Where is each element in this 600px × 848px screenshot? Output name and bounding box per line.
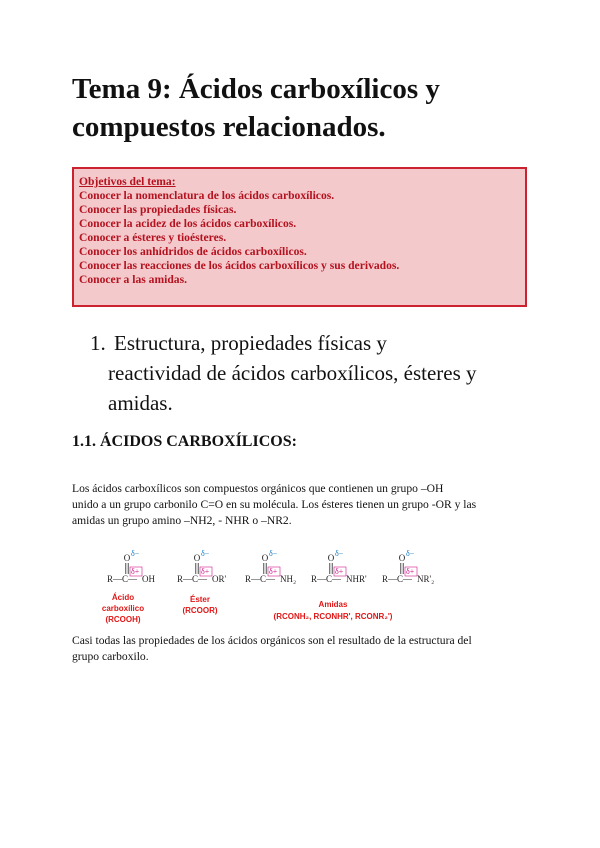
section-heading-line: amidas. — [108, 391, 173, 415]
carbonyl-structures-figure — [95, 550, 515, 634]
substituent-label: NR'₂ — [417, 574, 435, 584]
objective-item: Conocer a las amidas. — [79, 273, 187, 286]
subsection-heading: 1.1. ÁCIDOS CARBOXÍLICOS: — [72, 433, 297, 450]
paragraph-line: unido a un grupo carbonilo C=O en su molécula. Los ésteres tienen un grupo -OR y las — [72, 498, 477, 511]
substituent-label: NHR' — [346, 574, 367, 584]
oxygen-atom-label: O — [398, 553, 406, 563]
objective-item: Conocer las reacciones de los ácidos carboxílicos y sus derivados. — [79, 259, 400, 272]
objective-item: Conocer los anhídridos de ácidos carboxílicos. — [79, 245, 307, 258]
substituent-label: NH₂ — [280, 574, 297, 584]
chain-label: R—C— — [177, 574, 208, 584]
intro-paragraph — [72, 481, 532, 529]
section-number: 1. — [90, 331, 106, 355]
section-heading — [90, 328, 540, 418]
delta-positive-label: δ+ — [269, 567, 278, 576]
delta-positive-label: δ+ — [335, 567, 344, 576]
page-title-line-1: Tema 9: Ácidos carboxílicos y — [72, 73, 440, 105]
delta-negative-label: δ− — [335, 550, 344, 558]
caption-ester: Éster — [189, 595, 211, 604]
substituent-label: OH — [142, 574, 155, 584]
objective-item: Conocer la nomenclatura de los ácidos carboxílicos. — [79, 189, 335, 202]
chain-label: R—C— — [311, 574, 342, 584]
delta-negative-label: δ− — [131, 550, 140, 558]
paragraph-line: amidas un grupo amino –NH2, - NHR o –NR2. — [72, 514, 292, 527]
caption-amides-formula: (RCONH₂, RCONHR', RCONR₂') — [273, 612, 393, 621]
delta-positive-label: δ+ — [201, 567, 210, 576]
objectives-heading: Objetivos del tema: — [79, 175, 176, 188]
chain-label: R—C— — [107, 574, 138, 584]
objective-item: Conocer las propiedades físicas. — [79, 203, 237, 216]
section-heading-line: reactividad de ácidos carboxílicos, ésteres y — [108, 361, 477, 385]
caption-acid-line1: Ácido — [111, 593, 135, 602]
page-title — [72, 70, 542, 146]
delta-positive-label: δ+ — [406, 567, 415, 576]
caption-amides: Amidas — [318, 600, 348, 609]
paragraph-line: Casi todas las propiedades de los ácidos orgánicos son el resultado de la estructura del — [72, 634, 472, 647]
section-heading-line: Estructura, propiedades físicas y — [114, 331, 387, 355]
substituent-label: OR' — [212, 574, 227, 584]
caption-acid-line2: carboxílico — [101, 604, 145, 613]
oxygen-atom-label: O — [123, 553, 131, 563]
caption-ester-formula: (RCOOR) — [182, 606, 218, 615]
delta-negative-label: δ− — [269, 550, 278, 558]
oxygen-atom-label: O — [327, 553, 335, 563]
objective-item: Conocer a ésteres y tioésteres. — [79, 231, 227, 244]
delta-negative-label: δ− — [201, 550, 210, 558]
oxygen-atom-label: O — [193, 553, 201, 563]
paragraph-line: grupo carboxilo. — [72, 650, 149, 663]
delta-negative-label: δ− — [406, 550, 415, 558]
page-title-line-2: compuestos relacionados. — [72, 111, 386, 143]
oxygen-atom-label: O — [261, 553, 269, 563]
objectives-box — [72, 167, 527, 307]
delta-positive-label: δ+ — [131, 567, 140, 576]
paragraph-line: Los ácidos carboxílicos son compuestos orgánicos que contienen un grupo –OH — [72, 482, 444, 495]
chain-label: R—C— — [245, 574, 276, 584]
objective-item: Conocer la acidez de los ácidos carboxílicos. — [79, 217, 297, 230]
closing-paragraph — [72, 633, 532, 665]
caption-acid-formula: (RCOOH) — [105, 615, 141, 624]
chain-label: R—C— — [382, 574, 413, 584]
